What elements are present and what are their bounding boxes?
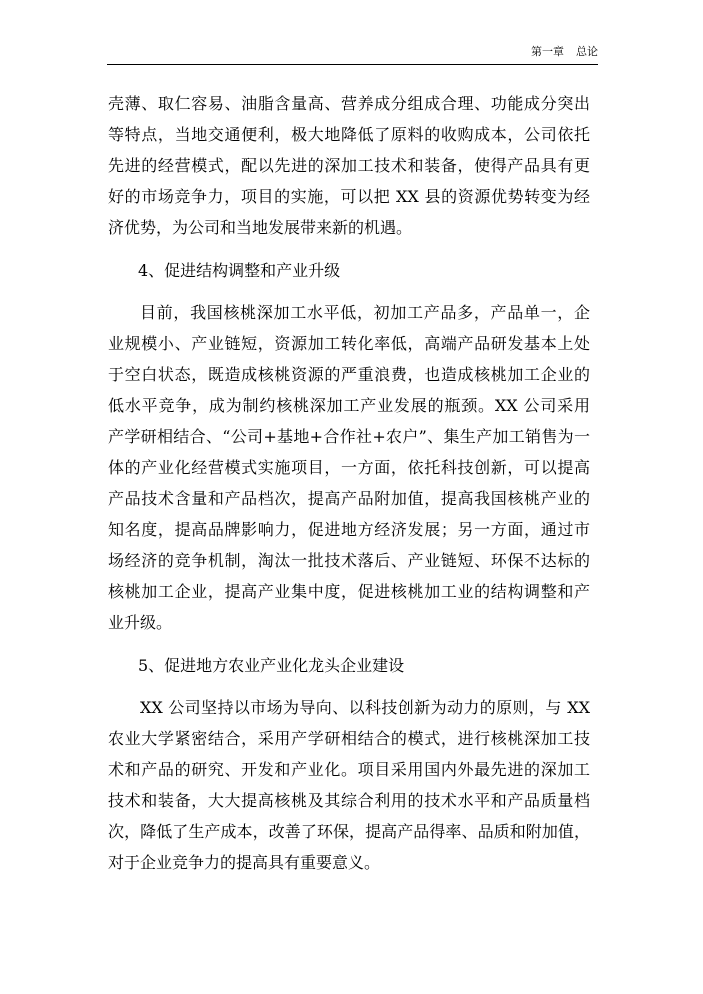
paragraph-line: 知名度，提高品牌影响力，促进地方经济发展；另一方面，通过市: [108, 520, 590, 539]
paragraph-line: 于空白状态，既造成核桃资源的严重浪费，也造成核桃加工企业的: [108, 365, 590, 384]
chapter-title: 总论: [576, 45, 598, 58]
paragraph-line: XX 公司坚持以市场为导向、以科技创新为动力的原则，与 XX: [140, 698, 590, 717]
paragraph-line: 核桃加工企业，提高产业集中度，促进核桃加工业的结构调整和产: [108, 582, 590, 601]
paragraph-line: 济优势，为公司和当地发展带来新的机遇。: [108, 218, 413, 237]
paragraph-line: 术和产品的研究、开发和产业化。项目采用国内外最先进的深加工: [108, 760, 590, 779]
paragraph-line: 好的市场竞争力，项目的实施，可以把 XX 县的资源优势转变为经: [108, 187, 590, 206]
paragraph-line: 产品技术含量和产品档次，提高产品附加值，提高我国核桃产业的: [108, 489, 590, 508]
section-heading-4: 4、促进结构调整和产业升级: [138, 261, 341, 280]
paragraph-line: 农业大学紧密结合，采用产学研相结合的模式，进行核桃深加工技: [108, 729, 590, 748]
paragraph-line: 先进的经营模式，配以先进的深加工技术和装备，使得产品具有更: [108, 156, 590, 175]
chapter-number: 第一章: [531, 45, 564, 58]
paragraph-3: [108, 692, 590, 878]
section-heading-5: 5、促进地方农业产业化龙头企业建设: [138, 656, 405, 675]
body-text: [108, 88, 590, 878]
paragraph-line: 等特点，当地交通便利，极大地降低了原料的收购成本，公司依托: [108, 125, 590, 144]
paragraph-line: 业规模小、产业链短，资源加工转化率低，高端产品研发基本上处: [108, 334, 590, 353]
paragraph-line: 低水平竞争，成为制约核桃深加工产业发展的瓶颈。XX 公司采用: [108, 396, 590, 415]
paragraph-line: 体的产业化经营模式实施项目，一方面，依托科技创新，可以提高: [108, 458, 590, 477]
paragraph-line: 壳薄、取仁容易、油脂含量高、营养成分组成合理、功能成分突出: [108, 94, 590, 113]
paragraph-line: 技术和装备，大大提高核桃及其综合利用的技术水平和产品质量档: [108, 791, 590, 810]
paragraph-line: 目前，我国核桃深加工水平低，初加工产品多，产品单一，企: [140, 303, 590, 322]
paragraph-line: 场经济的竞争机制，淘汰一批技术落后、产业链短、环保不达标的: [108, 551, 590, 570]
paragraph-line: 次，降低了生产成本，改善了环保，提高产品得率、品质和附加值，: [108, 822, 590, 841]
paragraph-1: [108, 88, 590, 243]
header-rule: [107, 64, 598, 65]
paragraph-line: 业升级。: [108, 613, 173, 632]
paragraph-line: 对于企业竞争力的提高具有重要意义。: [108, 853, 381, 872]
paragraph-line: 产学研相结合、“公司+基地+合作社+农户”、集生产加工销售为一: [108, 427, 590, 446]
paragraph-2: [108, 297, 590, 638]
running-header: [531, 44, 598, 60]
